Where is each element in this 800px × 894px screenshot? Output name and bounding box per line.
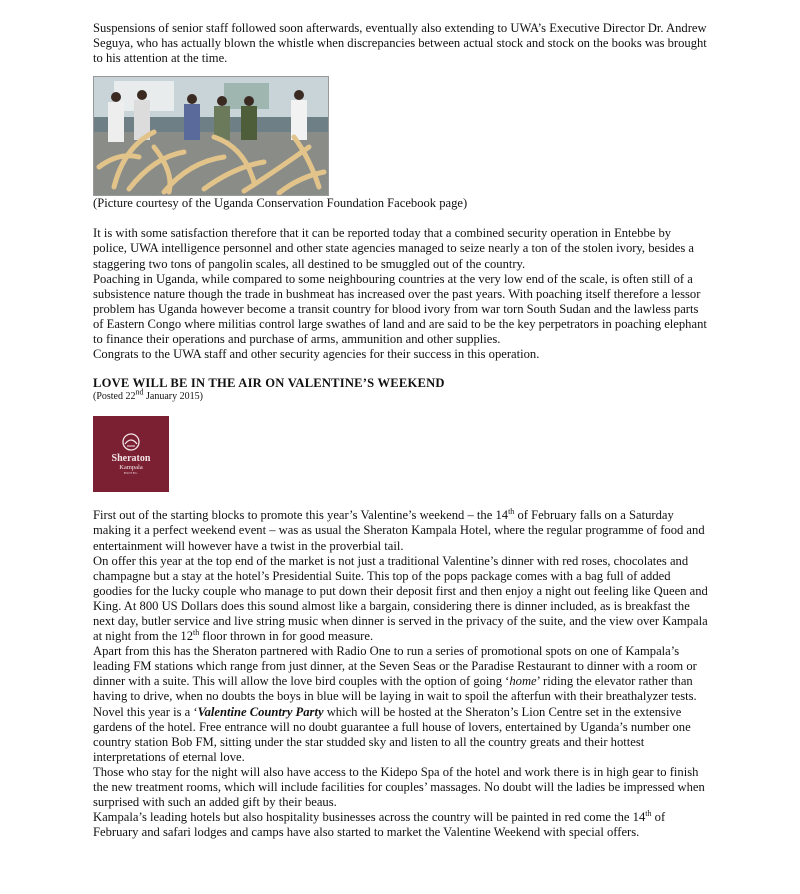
paragraph-suspensions: Suspensions of senior staff followed soon afterwards, eventually also extending to UWA’s Executive Director Dr. Andrew Seguya, who has actually blown the whistle when discrepancies between actual stock and stock on the books was brought to his attention at the time. [93,21,707,66]
logo-tiny: HOTEL [124,471,138,476]
posted-date: (Posted 22nd January 2015) [93,387,203,403]
paragraph-congrats: Congrats to the UWA staff and other security agencies for their success in this operation. [93,347,540,362]
paragraph-valentine-intro: First out of the starting blocks to promote this year’s Valentine’s weekend – the 14th of February falls on a Saturday making it a perfect weekend event – was as usual the Sheraton Kampala Hotel, where the regular programme of food and entertainment will however have a twist in the proverbial tail. [93,507,705,553]
ivory-seizure-photo [93,76,329,196]
logo-brand: Sheraton [111,453,151,465]
article-headline: LOVE WILL BE IN THE AIR ON VALENTINE’S WEEKEND [93,376,445,391]
paragraph-presidential-suite: On offer this year at the top end of the market is not just a traditional Valentine’s dinner with red roses, chocolates and champagne but a stay at the hotel’s Presidential Suite. This top of the pops package comes with a bag full of added goodies for the lucky couple who manage to put down their deposit first and then enjoy a night out feeling like Queen and King. At 800 US Dollars does this sound almost like a bargain, considering there is dinner included, as is breakfast the next day, butler service and live string music when dinner is served in the privacy of the suite, and the view over Kampala at night from the 12th floor thrown in for good measure. [93,553,708,644]
sheraton-kampala-logo [93,416,169,492]
paragraph-radio-one: Apart from this has the Sheraton partnered with Radio One to run a series of promotional spots on one of Kampala’s leading FM stations which range from just dinner, at the Seven Seas or the Paradise Restaurant to dinner with a room or dinner with a suite. This will allow the love bird couples with the option of going ‘home’ riding the elevator rather than having to drive, when no doubts the boys in blue will be laying in wait to spoil the afterfun with their breathalyzer tests. [93,644,697,704]
paragraph-kidepo-spa: Those who stay for the night will also have access to the Kidepo Spa of the hotel and work there is in high gear to finish the new treatment rooms, which will include facilities for couples’ massages. No doubt will the ladies be impressed when surprised with such an added gift by their beaus. [93,764,705,810]
paragraph-country-party: Novel this year is a ‘Valentine Country Party which will be hosted at the Sheraton’s Lion Centre set in the extensive gardens of the hotel. Free entrance will no doubt guarantee a full house of lovers, entertained by Uganda’s number one country station Bob FM, sitting under the star studded sky and listen to all the country greats and their hottest interpretations of eternal love. [93,704,691,764]
photo-caption: (Picture courtesy of the Uganda Conservation Foundation Facebook page) [93,196,468,211]
logo-sub: Kampala [119,464,143,472]
paragraph-seizure: It is with some satisfaction therefore that it can be reported today that a combined security operation in Entebbe by police, UWA intelligence personnel and other state agencies managed to seize nearly a ton of the stolen ivory, besides a staggering two tons of pangolin scales, all destined to be smuggled out of the country. [93,226,695,271]
sheraton-crest-icon [120,432,142,452]
document-page [93,21,708,840]
paragraph-poaching: Poaching in Uganda, while compared to some neighbouring countries at the very low end of the scale, is often still of a subsistence nature though the trade in bushmeat has increased over the past years. With poaching itself therefore a lessor problem has Uganda however become a transit country for blood ivory from war torn South Sudan and the lawless parts of Eastern Congo where militias control large swathes of land and are said to be the key perpetrators in poaching elephant to finance their operations and purchase of arms, ammunition and other supplies. [93,271,707,347]
paragraph-hotels-red: Kampala’s leading hotels but also hospitality businesses across the country will be painted in red come the 14th of February and safari lodges and camps have also started to market the Valentine Weekend with special offers. [93,809,666,840]
